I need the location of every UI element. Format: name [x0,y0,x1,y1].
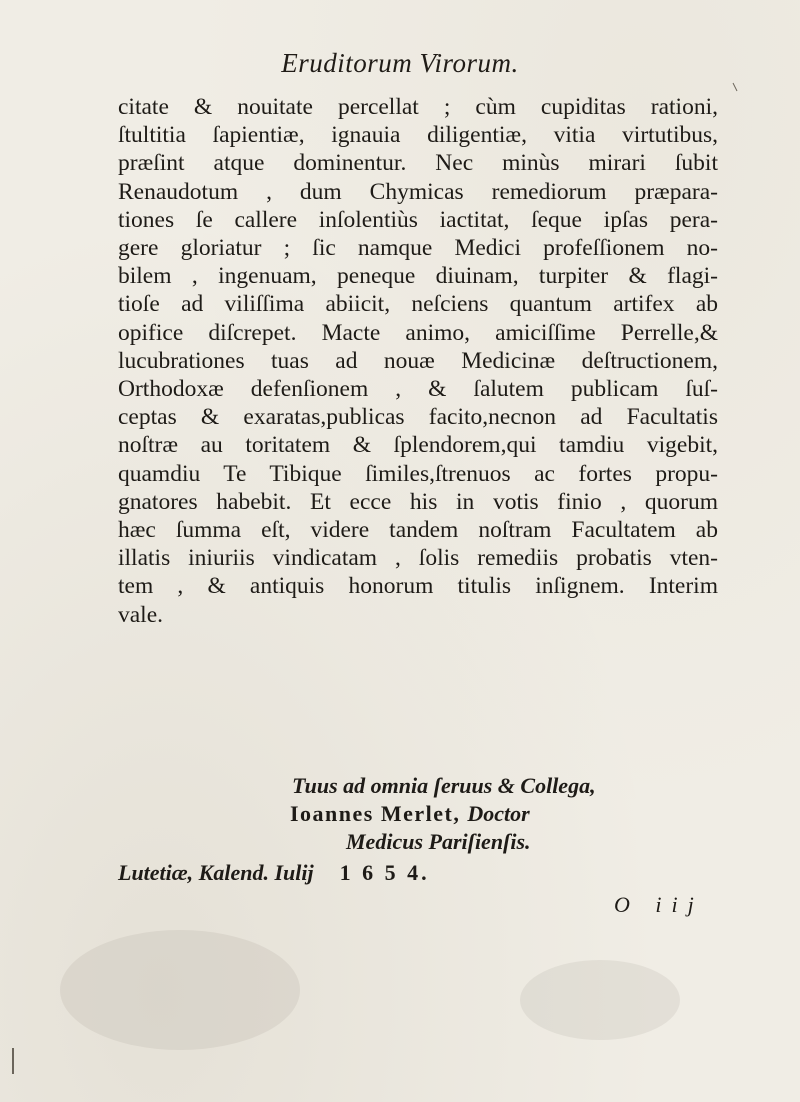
text-line: ſtultitia ſapientiæ, ignauia diligentiæ, vitia virtutibus, [118,122,718,149]
text-line: quamdiu Te Tibique ſimiles,ſtrenuos ac fortes propu- [118,460,718,487]
text-line: ceptas & exaratas,publicas facito,necnon ad Facultatis [118,404,718,431]
text-line: vale. [118,601,164,628]
text-line: opifice diſcrepet. Macte animo, amiciſſime Perrelle,& [118,319,718,346]
text-line: citate & nouitate percellat ; cùm cupiditas rationi, [118,94,718,120]
text-line: hæc ſumma eſt, videre tandem noſtram Facultatem ab [118,517,718,544]
running-head: Eruditorum Virorum. [281,48,519,78]
closing-affiliation: Medicus Pariſienſis. [346,829,531,854]
ink-speck-mark [732,82,738,92]
dateline-place-date: Lutetiæ, Kalend. Iulij [118,860,314,885]
paper-stain [60,930,300,1050]
text-line: tioſe ad viliſſima abiicit, neſciens quantum artifex ab [118,291,718,318]
letter-closing [290,772,730,856]
text-line: Orthodoxæ defenſionem , & ſalutem publicam ſuſ- [118,376,718,403]
letter-body [118,93,718,629]
text-line: bilem , ingenuam, peneque diuinam, turpiter & flagi- [118,263,718,290]
text-line: gere gloriatur ; ſic namque Medici profeſſionem no- [118,235,718,262]
signatory-name: Ioannes Merlet, [290,801,461,826]
dateline-year: 1 6 5 4. [339,860,430,885]
text-line: gnatores habebit. Et ecce his in votis finio , quorum [118,488,718,515]
text-line: tiones ſe callere inſolentiùs iactitat, ſeque ipſas pera- [118,206,718,233]
closing-signatory [290,800,730,828]
text-line: noſtræ au toritatem & ſplendorem,qui tamdiu vigebit, [118,432,718,459]
text-line: illatis iniuriis vindicatam , ſolis remediis probatis vten- [118,545,718,572]
closing-salutation: Tuus ad omnia ſeruus & Collega, [292,773,596,798]
dateline [118,860,430,886]
text-line: lucubrationes tuas ad nouæ Medicinæ deſtructionem, [118,347,718,374]
text-line: tem , & antiquis honorum titulis inſignem. Interim [118,573,718,600]
signatory-title: Doctor [467,801,530,826]
margin-tick-mark [12,1048,14,1074]
text-line: præſint atque dominentur. Nec minùs mirari ſubit [118,150,718,177]
text-line: Renaudotum , dum Chymicas remediorum præpara- [118,178,718,205]
paper-stain [520,960,680,1040]
printer-signature-mark: O iij [614,892,704,917]
